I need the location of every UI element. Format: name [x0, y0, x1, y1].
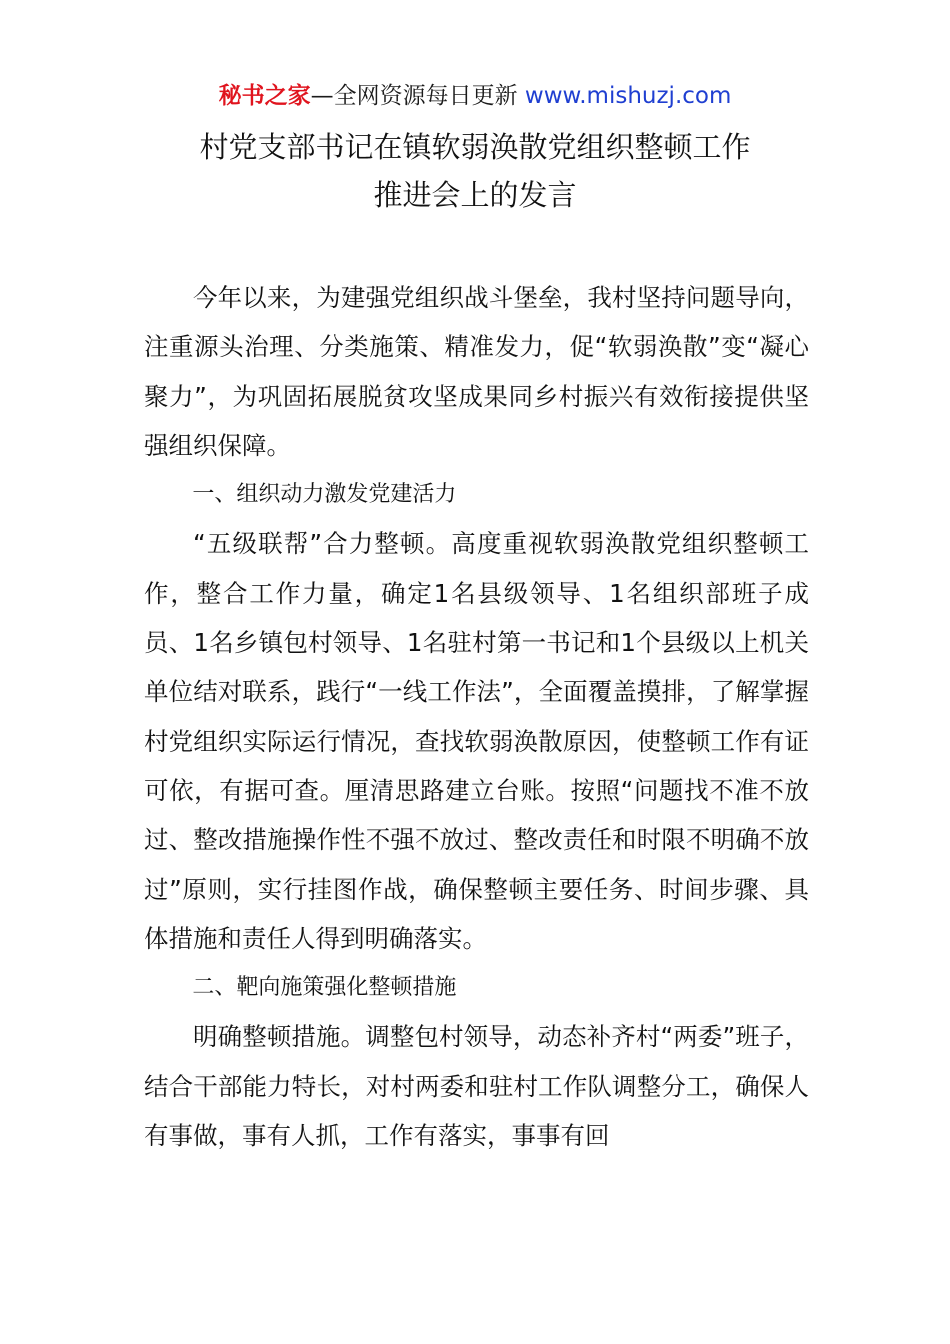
site-header [0, 80, 950, 112]
document-title-line-1: 村党支部书记在镇软弱涣散党组织整顿工作 [199, 130, 751, 164]
section-heading-2: 二、靶向施策强化整顿措施 [192, 975, 457, 1001]
site-url[interactable]: www.mishuzj.com [524, 83, 732, 109]
section-heading-1: 一、组织动力激发党建活力 [192, 482, 457, 508]
section-1-paragraph: “五级联帮”合力整顿。高度重视软弱涣散党组织整顿工作，整合工作力量，确定1名县级领导、1名组织部班子成员、1名乡镇包村领导、1名驻村第一书记和1个县级以上机关单位结对联系，践行“一线工作法”，全面覆盖摸排，了解掌握村党组织实际运行情况，查找软弱涣散原因，使整顿工作有证可依，有据可查。厘清思路建立台账。按照“问题找不准不放过、整改措施操作性不强不放过、整改责任和时限不明确不放过”原则，实行挂图作战，确保整顿主要任务、时间步骤、具体措施和责任人得到明确落实。 [144, 529, 809, 953]
document-title-line-2: 推进会上的发言 [373, 178, 577, 212]
section-2-paragraph: 明确整顿措施。调整包村领导，动态补齐村“两委”班子，结合干部能力特长，对村两委和驻村工作队调整分工，确保人有事做，事有人抓，工作有落实，事事有回 [144, 1022, 809, 1151]
document-body [144, 273, 809, 1160]
site-tagline: —全网资源每日更新 [310, 83, 525, 109]
site-name: 秘书之家 [218, 83, 311, 109]
intro-paragraph: 今年以来，为建强党组织战斗堡垒，我村坚持问题导向，注重源头治理、分类施策、精准发力，促“软弱涣散”变“凝心聚力”，为巩固拓展脱贫攻坚成果同乡村振兴有效衔接提供坚强组织保障。 [144, 283, 809, 460]
